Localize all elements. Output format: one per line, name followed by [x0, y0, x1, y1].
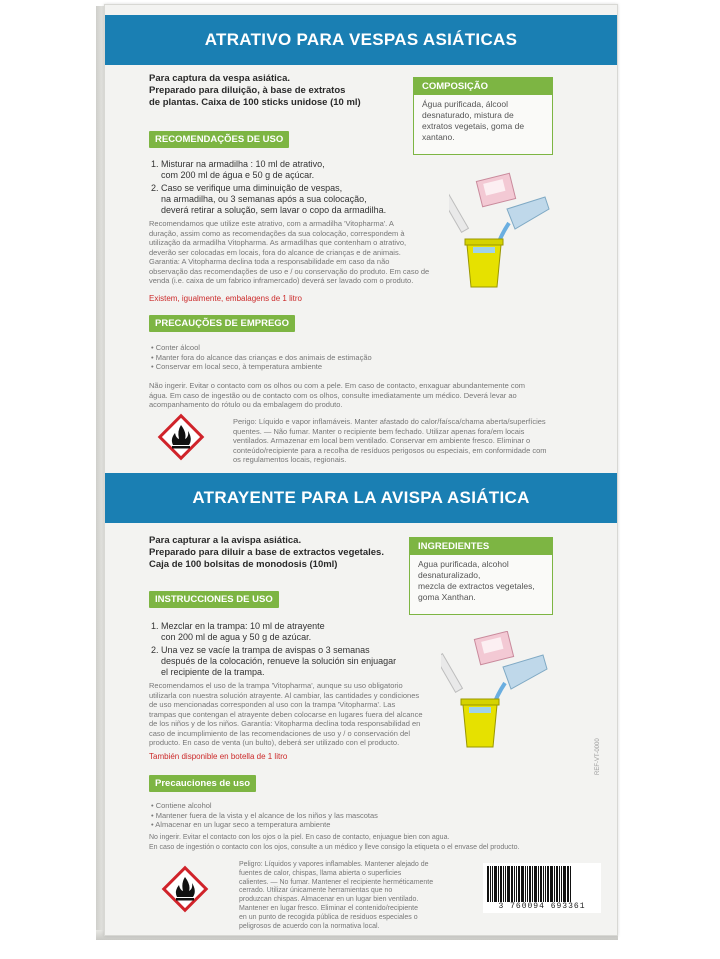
para-line: Recomendamos el uso de la trampa 'Vitopharma', aunque su uso obligatorio: [149, 681, 403, 690]
rec-item: 1. Misturar na armadilha : 10 ml de atrativo,: [151, 159, 325, 169]
comp-line: mezcla de extractos vegetales,: [418, 581, 535, 591]
comp-line: goma Xanthan.: [418, 592, 476, 602]
para-line: producto. En caso de venta (un bulto), deberá ser utilizado con el producto.: [149, 738, 400, 747]
pt-precautions-title: PRECAUÇÕES DE EMPREGO: [149, 315, 295, 332]
para-line: de los niños y de los niños. Garantía: Vitopharma declina toda responsabilidad en: [149, 719, 421, 728]
para-line: Não ingerir. Evitar o contacto com os olhos ou com a pele. Em caso de contacto, enxaguar abundantemente com: [149, 381, 526, 390]
prec-item: • Conter álcool: [151, 343, 200, 352]
para-line: venda (i.e. caixa de um fabrico inframercado) deverá ser lavado com o produto.: [149, 276, 414, 285]
es-ingredients-title: INGREDIENTES: [410, 538, 552, 555]
pt-recommendations-list: [151, 159, 411, 216]
para-line: de uso mencionadas corresponden al uso con la trampa 'Vitopharma'. Las: [149, 700, 396, 709]
prec-item: • Manter fora do alcance das crianças e dos animais de estimação: [151, 352, 372, 362]
prec-item: • Mantener fuera de la vista y el alcance de los niños y las mascotas: [151, 810, 378, 820]
es-red-note: También disponible en botella de 1 litro: [149, 752, 288, 761]
es-trap-illustration: [441, 631, 551, 751]
danger-line: cerrado. Utilizar únicamente herramientas que no: [239, 887, 393, 895]
pt-composition-box: [413, 77, 553, 155]
es-title-banner: ATRAYENTE PARA LA AVISPA ASIÁTICA: [105, 473, 617, 523]
rec-item: después de la colocación, renueve la solución sin enjuagar: [151, 656, 397, 666]
pt-composition-title: COMPOSIÇÃO: [414, 78, 552, 95]
danger-line: ventilados. Armazenar em local bem ventilado. Conservar em ambiente fresco. Eliminar o: [233, 436, 531, 445]
pt-red-note: Existem, igualmente, embalagens de 1 litro: [149, 294, 302, 303]
para-line: caso de incumplimiento de las recomendaciones de uso y / o conservación del: [149, 728, 410, 738]
trap-illustration: [449, 169, 555, 291]
prec-item: • Conservar em local seco, à temperatura ambiente: [151, 362, 323, 371]
comp-line: Agua purificada, alcohol: [418, 559, 509, 569]
es-precautions-list: [151, 801, 481, 830]
es-precautions-paragraph: [149, 833, 569, 852]
barcode: [483, 863, 601, 913]
trap-cup-icon: [465, 239, 503, 287]
danger-line: peligrosos de acuerdo con la normativa local.: [239, 922, 380, 930]
para-line: En caso de ingestión o contacto con los ojos, consulte a un médico y lleve consigo la etiqueta o el envase del producto.: [149, 843, 520, 851]
rec-item: 2. Una vez se vacíe la trampa de avispas o 3 semanas: [151, 645, 370, 655]
es-intro-line: Caja de 100 bolsitas de monodosis (10ml): [149, 559, 338, 570]
barcode-bars: [483, 863, 601, 902]
es-ingredients-box: [409, 537, 553, 615]
es-danger-statement: [239, 861, 449, 931]
pt-composition-text: [414, 95, 552, 147]
para-line: acompanhamento do rótulo ou da embalagem do produto.: [149, 400, 343, 409]
para-line: No ingerir. Evitar el contacto con los ojos o la piel. En caso de contacto, enjuague bien con agua.: [149, 834, 450, 841]
pt-intro: [149, 73, 361, 109]
water-bottle-icon: [493, 655, 547, 707]
para-line: trampas que contengan el atrayente deben colocarse en lugares fuera del alcance: [149, 709, 423, 719]
prec-item: • Almacenar en un lugar seco a temperatura ambiente: [151, 820, 331, 829]
danger-line: Mantener en lugar fresco. Eliminar el contenido/recipiente: [239, 904, 418, 912]
para-line: deverão ser colocadas em locais, fora do alcance de crianças e de animais.: [149, 247, 401, 257]
danger-line: calientes. — No fumar. Mantener el recipiente herméticamente: [239, 878, 434, 886]
danger-line: quentes. — Não fumar. Manter o recipiente bem fechado. Utilizar apenas fora/em locais: [233, 426, 525, 436]
danger-line: en un punto de recogida pública de residuos especiales o: [239, 913, 418, 921]
pt-intro-line: de plantas. Caixa de 100 sticks unidose (10 ml): [149, 97, 361, 108]
pt-recommendations-title: RECOMENDAÇÕES DE USO: [149, 131, 289, 148]
barcode-number: 3 760094 693361: [498, 902, 586, 911]
rec-item: com 200 ml de água e 50 g de açúcar.: [151, 170, 315, 180]
danger-line: Perigo: Líquido e vapor inflamáveis. Manter afastado do calor/faísca/chama aberta/superfícies: [233, 417, 546, 426]
es-instructions-title: INSTRUCCIONES DE USO: [149, 591, 279, 608]
es-ingredients-text: [410, 555, 552, 607]
comp-line: Água purificada, álcool: [422, 99, 509, 109]
pt-precautions-paragraph: [149, 381, 559, 410]
pt-precautions-list: [151, 343, 481, 372]
es-precautions-title: Precauciones de uso: [149, 775, 256, 792]
es-intro: [149, 535, 384, 571]
rec-item: 2. Caso se verifique uma diminuição de vespas,: [151, 183, 343, 193]
rec-item: 1. Mezclar en la trampa: 10 ml de atrayente: [151, 621, 325, 631]
danger-line: fuentes de calor, chispas, llama abierta o superficies: [239, 869, 402, 877]
product-box-back: [104, 4, 618, 936]
rec-item: el recipiente de la trampa.: [151, 667, 265, 677]
pt-intro-line: Preparado para diluição, à base de extratos: [149, 85, 346, 96]
rec-item: con 200 ml de agua y 50 g de azúcar.: [151, 632, 312, 642]
para-line: utilizarla con nuestra solución atrayente. Al cambiar, las cantidades y condiciones: [149, 690, 420, 700]
flame-hazard-icon: [155, 411, 207, 463]
comp-line: desnaturado, mistura de: [422, 110, 514, 120]
para-line: Recomendamos que utilize este atrativo, com a armadilha 'Vitopharma'. A: [149, 219, 394, 228]
para-line: utilização da armadilha Vitopharma. As armadilhas que contenham o atrativo,: [149, 238, 407, 247]
es-intro-line: Preparado para diluir a base de extractos vegetales.: [149, 547, 384, 558]
comp-line: xantano.: [422, 132, 455, 142]
es-instructions-list: [151, 621, 431, 678]
danger-line: Peligro: Líquidos y vapores inflamables. Mantener alejado de: [239, 861, 429, 868]
es-intro-line: Para capturar a la avispa asiática.: [149, 535, 302, 546]
para-line: observação das recomendações de uso e / ou conservação do produto. Em caso de: [149, 266, 430, 276]
para-line: água. Em caso de ingestão ou de contacto com os olhos, consulte imediatamente um médico. Deverá levar ao: [149, 390, 517, 400]
pt-recommendations-paragraph: [149, 219, 449, 286]
pt-title-banner: ATRATIVO PARA VESPAS ASIÁTICAS: [105, 15, 617, 65]
danger-line: produzcan chispas. Almacenar en un lugar bien ventilado.: [239, 896, 419, 904]
pt-danger-statement: [233, 417, 563, 465]
danger-line: conteúdo/recipiente para a recolha de resíduos perigosos ou especiais, em conformidade com: [233, 445, 547, 455]
danger-line: os regulamentos locais, regionais.: [233, 455, 347, 464]
para-line: duração, assim como as recomendações da sua colocação, correspondem à: [149, 228, 405, 238]
comp-line: extratos vegetais, goma de: [422, 121, 525, 131]
comp-line: desnaturalizado,: [418, 570, 481, 580]
es-instructions-paragraph: [149, 681, 439, 748]
rec-item: deverá retirar a solução, sem lavar o copo da armadilha.: [151, 205, 387, 215]
side-code: REF-VT-0000: [595, 738, 601, 775]
para-line: Garantia: A Vitopharma declina toda a responsabilidade em caso da não: [149, 257, 390, 266]
prec-item: • Contiene alcohol: [151, 801, 212, 810]
water-bottle-icon: [497, 197, 549, 247]
flame-hazard-icon: [159, 863, 211, 915]
trap-cup-icon: [461, 699, 499, 747]
rec-item: na armadilha, ou 3 semanas após a sua colocação,: [151, 194, 367, 204]
pt-intro-line: Para captura da vespa asiática.: [149, 73, 290, 84]
stick-sachet-icon: [449, 173, 516, 232]
